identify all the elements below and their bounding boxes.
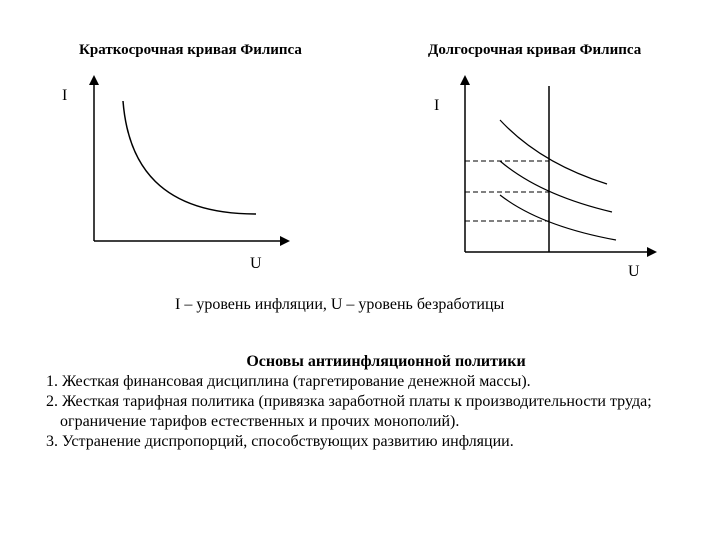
long-run-graph (434, 80, 652, 280)
anti-inflation-policy (46, 352, 706, 452)
long-run-x-axis-label: U (628, 263, 640, 280)
short-run-curve-1 (500, 120, 607, 184)
short-run-curve-title: Краткосрочная кривая Филипса (79, 42, 302, 58)
policy-item-2: 2. Жесткая тарифная политика (привязка заработной платы к производительности труда; ограничение тарифов естественных и прочих монополий). (46, 393, 652, 430)
policy-heading: Основы антиинфляционной политики (246, 353, 526, 370)
short-run-curve-3 (500, 195, 616, 240)
axis-legend: I – уровень инфляции, U – уровень безработицы (175, 296, 505, 313)
policy-item-1: 1. Жесткая финансовая дисциплина (таргетирование денежной массы). (46, 373, 531, 390)
policy-item-3: 3. Устранение диспропорций, способствующих развитию инфляции. (46, 433, 514, 450)
short-run-curve-2 (500, 161, 612, 212)
short-run-graph (62, 80, 285, 272)
long-run-y-axis-label: I (434, 97, 440, 114)
short-run-y-axis-label: I (62, 87, 68, 104)
short-run-x-axis-label: U (250, 255, 262, 272)
long-run-curve-title: Долгосрочная кривая Филипса (428, 42, 642, 58)
short-run-phillips-curve (123, 101, 256, 214)
